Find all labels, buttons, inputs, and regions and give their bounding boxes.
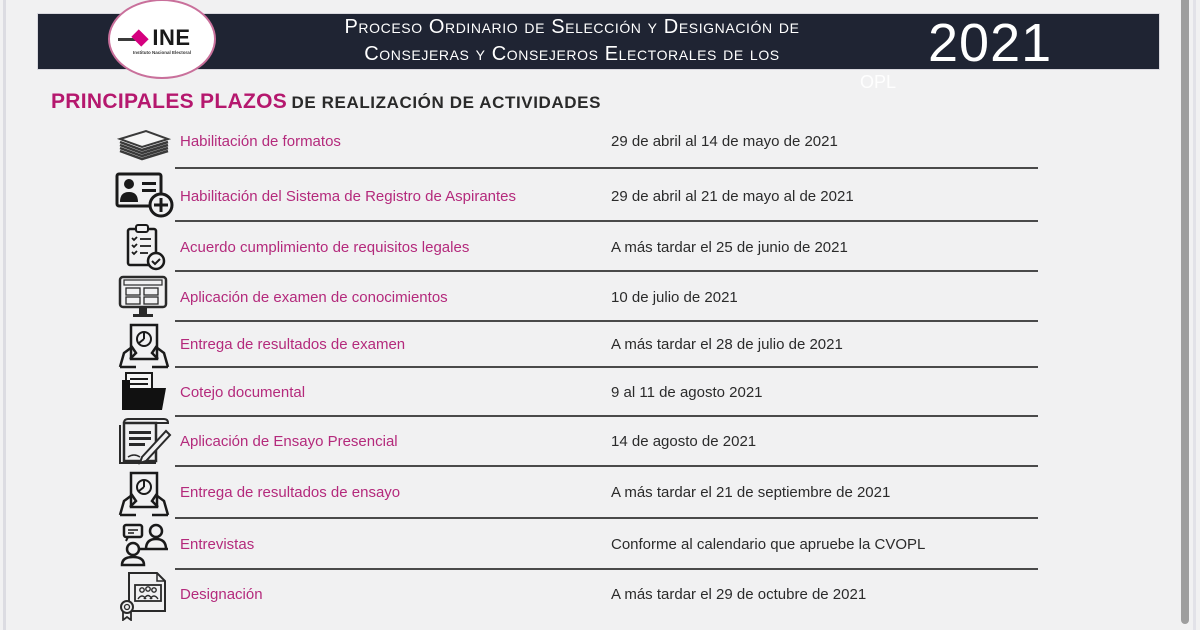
clipboard-check-icon xyxy=(114,223,174,271)
header-title xyxy=(217,14,927,68)
row-divider xyxy=(175,167,1038,169)
activity-label: Habilitación del Sistema de Registro de Aspirantes xyxy=(180,188,517,205)
activity-label: Habilitación de formatos xyxy=(180,133,341,150)
row-divider xyxy=(175,270,1038,272)
header-year: 2021 xyxy=(928,13,1053,73)
activity-label: Entrega de resultados de ensayo xyxy=(180,484,401,501)
activity-label: Entrega de resultados de examen xyxy=(180,336,406,353)
interview-icon xyxy=(114,520,174,568)
row-divider xyxy=(175,465,1038,467)
header-title-line-1: Proceso Ordinario de Selección y Designación de xyxy=(344,16,800,38)
activity-row xyxy=(110,170,1040,222)
activity-label: Designación xyxy=(180,586,263,603)
scrollbar-thumb[interactable] xyxy=(1181,0,1189,624)
left-edge-line xyxy=(3,0,6,630)
row-divider xyxy=(175,517,1038,519)
activity-row xyxy=(110,117,1040,167)
certificate-group-icon xyxy=(114,572,174,620)
activity-date: A más tardar el 29 de octubre de 2021 xyxy=(611,586,867,603)
activity-row xyxy=(110,468,1040,518)
activity-label: Aplicación de examen de conocimientos xyxy=(180,289,448,306)
activity-date: A más tardar el 25 de junio de 2021 xyxy=(611,239,848,256)
activity-date: 14 de agosto de 2021 xyxy=(611,433,757,450)
activity-date: 29 de abril al 21 de mayo al de 2021 xyxy=(611,188,854,205)
row-divider xyxy=(175,220,1038,222)
activity-label: Entrevistas xyxy=(180,536,255,553)
section-heading-rest: DE REALIZACIÓN DE ACTIVIDADES xyxy=(291,93,602,112)
results-document-icon xyxy=(114,470,174,518)
activity-row xyxy=(110,273,1040,321)
activity-row xyxy=(110,570,1040,622)
activity-date: A más tardar el 21 de septiembre de 2021 xyxy=(611,484,891,501)
activity-date: A más tardar el 28 de julio de 2021 xyxy=(611,336,843,353)
activity-date: Conforme al calendario que apruebe la CVOPL xyxy=(611,536,926,553)
activity-row xyxy=(110,368,1040,416)
id-card-add-icon xyxy=(114,170,174,218)
activity-label: Cotejo documental xyxy=(180,384,306,401)
computer-exam-icon xyxy=(114,273,174,321)
ine-logo xyxy=(108,0,216,79)
header-title-line-3: OPL xyxy=(860,72,897,92)
essay-writing-icon xyxy=(114,417,174,465)
logo-mark xyxy=(133,27,190,49)
activity-row xyxy=(110,322,1040,368)
activity-date: 29 de abril al 14 de mayo de 2021 xyxy=(611,133,838,150)
activity-date: 10 de julio de 2021 xyxy=(611,289,738,306)
header-title-line-2: Consejeras y Consejeros Electorales de los xyxy=(364,43,780,65)
activity-row xyxy=(110,417,1040,465)
activity-date: 9 al 11 de agosto 2021 xyxy=(611,384,763,401)
activity-label: Aplicación de Ensayo Presencial xyxy=(180,433,398,450)
diamond-icon xyxy=(132,29,149,46)
activity-row xyxy=(110,520,1040,568)
section-heading-accent: PRINCIPALES PLAZOS xyxy=(51,90,288,113)
activity-row xyxy=(110,223,1040,271)
scrollbar-edge xyxy=(1193,0,1196,630)
paper-stack-icon xyxy=(114,119,174,167)
results-document-icon xyxy=(114,322,174,370)
logo-name: INE xyxy=(152,25,191,50)
section-heading xyxy=(51,90,601,114)
activity-label: Acuerdo cumplimiento de requisitos legales xyxy=(180,239,470,256)
folder-icon xyxy=(114,368,174,416)
logo-subtitle: Instituto Nacional Electoral xyxy=(132,50,191,55)
